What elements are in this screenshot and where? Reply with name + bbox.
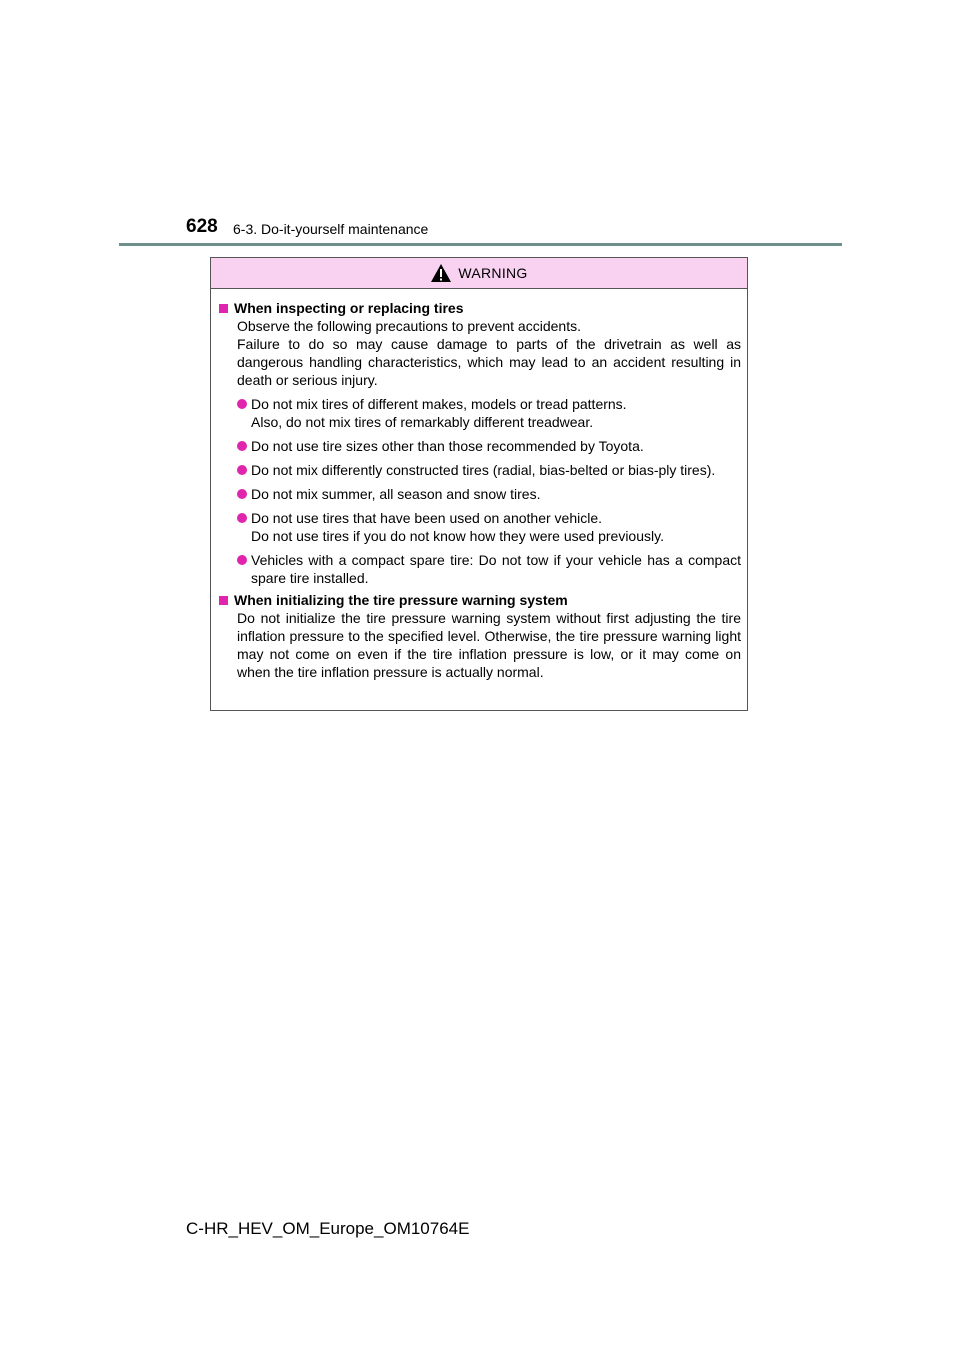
round-bullet-icon bbox=[237, 465, 247, 475]
round-bullet-icon bbox=[237, 555, 247, 565]
bullet-text: Do not use tires if you do not know how they were used previously. bbox=[251, 528, 664, 544]
bullet-item bbox=[237, 509, 741, 545]
bullet-text: Also, do not mix tires of remarkably different treadwear. bbox=[251, 414, 594, 430]
warning-section bbox=[219, 299, 741, 587]
warning-triangle-icon bbox=[430, 263, 452, 283]
bullet-text: Do not mix summer, all season and snow tires. bbox=[251, 486, 541, 502]
bullet-item bbox=[237, 551, 741, 587]
warning-box bbox=[210, 257, 748, 711]
round-bullet-icon bbox=[237, 399, 247, 409]
round-bullet-icon bbox=[237, 489, 247, 499]
bullet-item bbox=[237, 461, 741, 479]
bullet-item bbox=[237, 437, 741, 455]
section-heading bbox=[219, 591, 741, 609]
section-heading bbox=[219, 299, 741, 317]
bullet-text: Do not mix tires of different makes, models or tread patterns. bbox=[251, 396, 627, 412]
bullet-text: Do not use tires that have been used on another vehicle. bbox=[251, 510, 603, 526]
section-title: 6-3. Do-it-yourself maintenance bbox=[233, 221, 429, 237]
warning-section bbox=[219, 591, 741, 681]
paragraph: Do not initialize the tire pressure warning system without first adjusting the tire inflation pressure to the specified level. Otherwise, the tire pressure warning light may not come on even if the tire inflation pressure is low, or it may come on when the tire inflation pressure is actually normal. bbox=[237, 610, 741, 680]
header-rule bbox=[119, 243, 842, 246]
section-heading-text: When inspecting or replacing tires bbox=[234, 300, 464, 316]
round-bullet-icon bbox=[237, 441, 247, 451]
bullet-text: Vehicles with a compact spare tire: Do not tow if your vehicle has a compact spare tire installed. bbox=[251, 552, 741, 586]
warning-header bbox=[211, 258, 747, 289]
square-bullet-icon bbox=[219, 596, 228, 605]
paragraph: Failure to do so may cause damage to parts of the drivetrain as well as dangerous handling characteristics, which may lead to an accident resulting in death or serious injury. bbox=[237, 336, 741, 388]
bullet-item bbox=[237, 485, 741, 503]
bullet-item bbox=[237, 395, 741, 431]
warning-body bbox=[211, 289, 747, 681]
bullet-text: Do not mix differently constructed tires (radial, bias-belted or bias-ply tires). bbox=[251, 462, 716, 478]
warning-title: WARNING bbox=[458, 265, 528, 281]
round-bullet-icon bbox=[237, 513, 247, 523]
footer-code: C-HR_HEV_OM_Europe_OM10764E bbox=[186, 1219, 470, 1238]
page-number: 628 bbox=[186, 216, 218, 237]
square-bullet-icon bbox=[219, 304, 228, 313]
paragraph: Observe the following precautions to prevent accidents. bbox=[237, 318, 581, 334]
section-heading-text: When initializing the tire pressure warning system bbox=[234, 592, 568, 608]
bullet-text: Do not use tire sizes other than those recommended by Toyota. bbox=[251, 438, 644, 454]
